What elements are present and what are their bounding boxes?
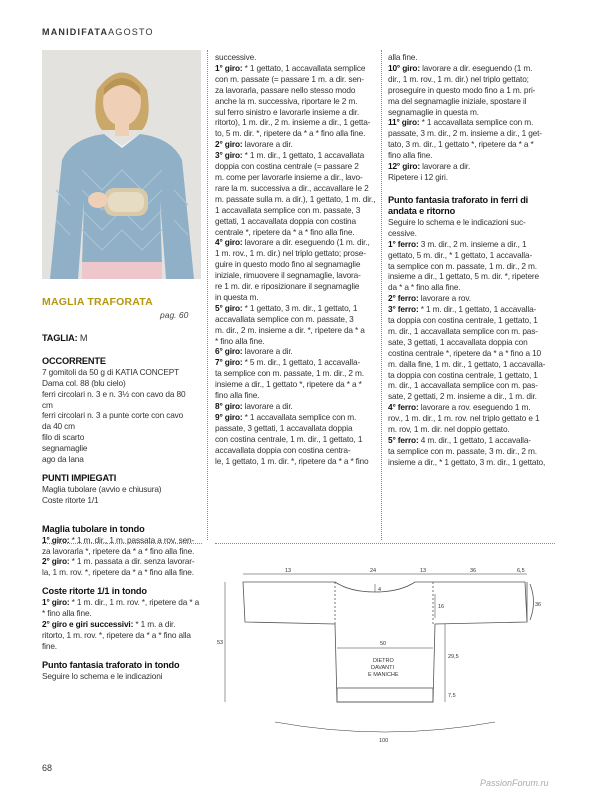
instruction-line xyxy=(388,457,553,468)
ferri-title xyxy=(388,195,553,217)
step-text: segnamaglie in questa m. xyxy=(388,106,479,117)
garment-schematic xyxy=(215,562,555,752)
instruction-line xyxy=(388,172,553,183)
instruction-line xyxy=(215,281,377,292)
page-number: 68 xyxy=(42,763,53,773)
step-text: insieme a dir., 1 gettato *, ripetere da * a * xyxy=(215,379,362,390)
step-text: la, 1 m. rov. *, ripetere da * a * fino alla fine. xyxy=(42,567,194,578)
step-label: 3° ferro: xyxy=(388,304,419,315)
step-label: 4° giro: xyxy=(215,237,243,248)
step-text: 3 m. dir., 2 m. insieme a dir., 1 xyxy=(418,238,527,249)
column-divider-1 xyxy=(207,50,208,540)
step-label: 6° giro: xyxy=(215,346,243,357)
dim-total-height: 53 xyxy=(217,640,224,646)
dim-rib-height: 7,5 xyxy=(448,693,456,699)
step-label: 5° ferro: xyxy=(388,435,419,445)
instruction-line xyxy=(215,270,377,281)
instruction-line xyxy=(388,139,553,150)
step-label: 9° giro: xyxy=(215,411,243,422)
instruction-line xyxy=(388,282,553,293)
step-text: lavorare a dir. eseguendo (1 m. dir., xyxy=(242,237,370,248)
step-text: centrale *, ripetere da * a * fino alla fine. xyxy=(215,226,355,237)
instruction-line xyxy=(388,85,553,96)
step-text: proseguire in questo modo fino a 1 m. pri- xyxy=(388,84,536,95)
model-photo xyxy=(42,50,201,279)
dim-body-height: 29,5 xyxy=(448,654,459,660)
text-line: ago da lana xyxy=(42,454,84,465)
punti-title: PUNTI IMPIEGATI xyxy=(42,472,117,483)
step-text: * 1 m. dir., 1 gettato, 1 accavallata xyxy=(242,150,365,161)
instruction-line xyxy=(215,390,377,401)
step-text: successive. xyxy=(215,52,257,62)
instruction-line xyxy=(388,128,553,139)
instruction-line xyxy=(215,96,377,107)
step-text: sate, 2 gettati, 2 m. insieme a dir., 1 m. dir. xyxy=(388,391,537,402)
schematic-label-2: DAVANTI xyxy=(371,665,395,671)
coste-title: Coste ritorte 1/1 in tondo xyxy=(42,586,147,597)
column-1-divider xyxy=(42,543,202,544)
step-text: * fino alla fine. xyxy=(42,608,92,619)
instruction-line xyxy=(215,227,377,238)
instruction-line xyxy=(388,271,553,282)
text-line: ferri circolari n. 3 a punte corte con cavo xyxy=(42,410,184,421)
text-line: cm xyxy=(42,399,53,410)
dim-top-4: 36 xyxy=(470,568,477,574)
step-text: accavallata semplice con m. passate, 3 xyxy=(215,313,354,324)
instruction-line xyxy=(215,314,377,325)
step-text: * 1 m. dir., 1 m. passata a rov. sen- xyxy=(69,534,195,545)
step-text: rov., 1 m. dir., 1 m. rov. nel triplo gettato e 1 xyxy=(388,413,540,424)
text-line: Maglia tubolare (avvio e chiusura) xyxy=(42,483,162,494)
step-text: * 1 accavallata semplice con m. xyxy=(242,411,357,422)
instruction-line xyxy=(388,326,553,337)
instruction-line xyxy=(388,52,553,63)
instruction-line xyxy=(215,205,377,216)
step-label: 1° giro: xyxy=(42,597,70,608)
instruction-line xyxy=(388,150,553,161)
instruction-line xyxy=(388,337,553,348)
dim-cuff: 36 xyxy=(535,602,542,608)
instruction-line xyxy=(215,336,377,347)
step-text: anche la m. successiva, riportare le 2 m. xyxy=(215,95,358,106)
header-issue: AGOSTO xyxy=(108,27,154,37)
step-text: iniziale, rimuovere il segnamaglie, lavora- xyxy=(215,270,361,281)
step-label: 5° giro: xyxy=(215,302,243,313)
step-text: tato, 3 m. dir., 1 gettato *, ripetere da * a * xyxy=(388,139,534,150)
instruction-line xyxy=(215,52,377,63)
step-text: doppia con costina centrale (= passare 2 xyxy=(215,161,359,172)
instruction-line xyxy=(388,413,553,424)
instruction-line xyxy=(388,380,553,391)
giri-instructions xyxy=(388,52,553,183)
column-2 xyxy=(215,52,377,466)
step-label: 8° giro: xyxy=(215,401,243,411)
step-text: ritorto, 1 m. rov. *, ripetere da * a * fino alla xyxy=(42,629,191,640)
step-text: passate, 3 m. dir., 2 m. insieme a dir., 1 get- xyxy=(388,128,542,139)
instruction-line xyxy=(42,619,204,630)
instruction-line xyxy=(215,161,377,172)
step-text: lavorare a dir. xyxy=(419,161,471,172)
page-reference: pag. 60 xyxy=(160,310,189,320)
instruction-line xyxy=(388,315,553,326)
instruction-line xyxy=(388,161,553,172)
step-text: lavorare a rov. xyxy=(418,293,471,304)
step-text: fino alla fine. xyxy=(388,150,433,161)
instruction-line xyxy=(215,183,377,194)
step-text: costina centrale *, ripetere da * a * fino a 10 xyxy=(388,347,541,358)
step-text: Seguire lo schema e le indicazioni suc- xyxy=(388,216,526,227)
instruction-line xyxy=(215,172,377,183)
instruction-line xyxy=(388,402,553,413)
step-text: gettati, 1 accavallata doppia con costina xyxy=(215,215,356,226)
step-text: ta semplice con m. passate, 3 m. dir., 2 m. xyxy=(388,445,537,456)
step-label: 3° giro: xyxy=(215,150,243,161)
dim-bottom: 100 xyxy=(379,738,389,744)
step-text: Ripetere i 12 giri. xyxy=(388,171,448,182)
woman-sweater-photo xyxy=(42,50,201,279)
instruction-line xyxy=(388,446,553,457)
step-text: m. dir., 1 accavallata semplice con m. pas- xyxy=(388,325,538,336)
dim-top-2: 24 xyxy=(370,568,377,574)
instruction-line xyxy=(388,424,553,435)
instruction-line xyxy=(215,128,377,139)
step-label: 1° giro: xyxy=(215,62,243,73)
step-text: * 1 m. passata a dir. senza lavorar- xyxy=(69,556,195,567)
instruction-line xyxy=(388,304,553,315)
step-text: * 1 m. dir., 1 gettato, 1 accavalla- xyxy=(418,304,537,315)
instruction-line xyxy=(215,456,377,467)
step-label: 2° giro e giri successivi: xyxy=(42,618,134,629)
instruction-line xyxy=(42,608,204,619)
instruction-line xyxy=(388,74,553,85)
step-label: 1° giro: xyxy=(42,534,70,545)
instruction-line xyxy=(215,150,377,161)
step-text: * 1 gettato, 1 accavallata semplice xyxy=(242,62,366,73)
instruction-line xyxy=(388,96,553,107)
step-text: sul ferro sinistro e lavorarle insieme a dir. xyxy=(215,106,360,117)
tubolare-instructions xyxy=(42,535,204,579)
step-text: alla fine. xyxy=(388,52,418,62)
instruction-line xyxy=(42,597,204,608)
ferri-title-line-1: Punto fantasia traforato in ferri di xyxy=(388,194,529,205)
step-text: za lavorarla, passare nello stesso modo xyxy=(215,84,356,95)
step-label: 11° giro: xyxy=(388,117,420,128)
instruction-line xyxy=(215,63,377,74)
watermark: PassionForum.ru xyxy=(480,778,549,788)
pattern-title: MAGLIA TRAFORATA xyxy=(42,296,153,308)
step-text: ta doppia con costina centrale, 1 gettato, 1 xyxy=(388,369,538,380)
step-text: con m. passate (= passare 1 m. a dir. sen- xyxy=(215,73,364,84)
materials-list xyxy=(42,367,204,465)
instruction-line xyxy=(215,379,377,390)
step-text: m. rov, 1 m. dir. nel doppio gettato. xyxy=(388,424,510,435)
occorrente-title: OCCORRENTE xyxy=(42,355,106,366)
step-text: * 1 accavallata semplice con m. xyxy=(419,117,534,128)
step-text: to, 5 m. dir. *, ripetere da * a * fino alla fine. xyxy=(215,128,366,139)
step-text: * 5 m. dir., 1 gettato, 1 accavalla- xyxy=(242,357,361,368)
instruction-line xyxy=(215,303,377,314)
instruction-line xyxy=(215,259,377,270)
dim-top-3: 13 xyxy=(420,568,427,574)
step-text: sate, 3 gettati, 1 accavallata doppia con xyxy=(388,336,528,347)
step-label: 10° giro: xyxy=(388,62,420,73)
step-text: m. passate sulla m. a dir.), 1 gettato, 1 m. dir., xyxy=(215,193,376,204)
instruction-line xyxy=(215,423,377,434)
step-text: fine. xyxy=(42,640,57,651)
instruction-line xyxy=(388,117,553,128)
step-text: m. dalla fine, 1 m. dir., 1 gettato, 1 accavalla- xyxy=(388,358,546,369)
instruction-line xyxy=(42,556,204,567)
step-text: passate, 3 gettati, 1 accavallata doppia xyxy=(215,422,353,433)
header-brand: MANIDIFATA xyxy=(42,27,109,37)
step-text: 1 m. rov., 1 m. dir.) nel triplo gettato; prose- xyxy=(215,248,366,259)
dim-width: 50 xyxy=(380,641,387,647)
step-text: da * a * fino alla fine. xyxy=(388,282,461,293)
instruction-line xyxy=(215,216,377,227)
step-text: * 1 gettato, 3 m. dir., 1 gettato, 1 xyxy=(242,302,358,313)
instruction-line xyxy=(215,248,377,259)
step-text: m. dir., 2 m. insieme a dir. *, ripetere da * a xyxy=(215,324,365,335)
instruction-line xyxy=(215,445,377,456)
instruction-line xyxy=(388,107,553,118)
schematic-label-3: E MANICHE xyxy=(368,672,399,678)
step-text: lavorare a dir. xyxy=(242,139,293,150)
instruction-line xyxy=(388,293,553,304)
instruction-line xyxy=(388,228,553,239)
diagram-divider xyxy=(215,543,555,544)
traforato-tondo-title: Punto fantasia traforato in tondo xyxy=(42,659,180,670)
instruction-line xyxy=(388,217,553,228)
step-text: insieme a dir., 1 gettato, 5 m. dir. *, ripetere xyxy=(388,271,539,282)
instruction-line xyxy=(388,348,553,359)
instruction-line xyxy=(215,237,377,248)
instruction-line xyxy=(215,368,377,379)
step-text: za lavorarla *, ripetere da * a * fino alla fine. xyxy=(42,545,195,556)
step-text: dir., 1 m. rov., 1 m. dir.) nel triplo gettato; xyxy=(388,73,529,84)
step-text: ta semplice con m. passate, 1 m. dir., 2 m. xyxy=(388,260,537,271)
instruction-line xyxy=(388,239,553,250)
step-text: lavorare a rov. eseguendo 1 m. xyxy=(418,402,531,413)
step-text: in questa m. xyxy=(215,291,259,302)
step-text: cessive. xyxy=(388,227,417,238)
instruction-line xyxy=(215,107,377,118)
schematic-rib xyxy=(337,688,433,702)
step-text: * fino alla fine. xyxy=(215,335,265,346)
step-text: insieme a dir., * 1 gettato, 3 m. dir., 1 gettato, xyxy=(388,456,546,467)
tubolare-title: Maglia tubolare in tondo xyxy=(42,523,145,534)
step-text: accavallata doppia con costina centra- xyxy=(215,444,351,455)
column-1 xyxy=(42,333,204,681)
text-line: Coste ritorte 1/1 xyxy=(42,494,99,505)
step-text: lavorare a dir. xyxy=(242,346,293,357)
step-text: ritorto), 1 m. dir., 2 m. insieme a dir., 1 getta- xyxy=(215,117,371,128)
step-text: 4 m. dir., 1 gettato, 1 accavalla- xyxy=(418,435,531,445)
step-text: fino alla fine. xyxy=(215,390,260,401)
text-line: segnamaglie xyxy=(42,443,88,454)
instruction-line xyxy=(388,391,553,402)
dim-sleeve-height: 16 xyxy=(438,604,445,610)
instruction-line xyxy=(215,74,377,85)
instruction-line xyxy=(215,194,377,205)
step-label: 1° ferro: xyxy=(388,238,419,249)
column-divider-2 xyxy=(381,50,382,540)
instruction-line xyxy=(215,85,377,96)
step-text: con costina centrale, 1 m. dir., 1 gettato, 1 xyxy=(215,433,363,444)
coste-instructions xyxy=(42,597,204,652)
dim-neck: 4 xyxy=(378,587,382,593)
instruction-line xyxy=(215,325,377,336)
step-label: 2° ferro: xyxy=(388,293,419,304)
text-line: Seguire lo schema e le indicazioni xyxy=(42,670,163,681)
instruction-line xyxy=(215,292,377,303)
step-label: 7° giro: xyxy=(215,357,243,368)
text-line: da 40 cm xyxy=(42,421,75,432)
text-line: 7 gomitoli da 50 g di KATIA CONCEPT xyxy=(42,366,180,377)
text-line: filo di scarto xyxy=(42,432,85,443)
instruction-line xyxy=(215,401,377,412)
instruction-line xyxy=(388,359,553,370)
instruction-line xyxy=(388,261,553,272)
size-value: M xyxy=(77,333,88,343)
instruction-line xyxy=(215,139,377,150)
instruction-line xyxy=(388,370,553,381)
step-text: re 1 m. dir. e riposizionare il segnamaglie xyxy=(215,281,360,292)
ferri-instructions xyxy=(388,217,553,468)
step-text: lavorare a dir. eseguendo (1 m. xyxy=(419,62,533,73)
instruction-line xyxy=(42,567,204,578)
step-label: 2° giro: xyxy=(215,139,243,150)
step-text: lavorare a dir. xyxy=(242,401,293,411)
step-text: gettato, 5 m. dir., * 1 gettato, 1 accavalla- xyxy=(388,249,533,260)
step-text: m. come per lavorarle insieme a dir., lavo- xyxy=(215,171,363,182)
instruction-line xyxy=(388,250,553,261)
text-line: Dama col. 88 (blu cielo) xyxy=(42,377,126,388)
step-label: 2° giro: xyxy=(42,556,70,567)
instruction-line xyxy=(42,641,204,652)
dim-top-1: 13 xyxy=(285,568,292,574)
instruction-line xyxy=(215,412,377,423)
instruction-line xyxy=(215,434,377,445)
text-line: ferri circolari n. 3 e n. 3½ con cavo da 80 xyxy=(42,388,186,399)
step-text: ta doppia con costina centrale, 1 gettato, 1 xyxy=(388,315,538,326)
step-text: ta semplice con m. passate, 1 m. dir., 2 m. xyxy=(215,368,364,379)
step-text: ma del segnamaglie iniziale, spostare il xyxy=(388,95,527,106)
column-3 xyxy=(388,52,553,468)
instruction-line xyxy=(215,346,377,357)
step-text: * 1 m. dir., 1 m. rov. *, ripetere da * a xyxy=(69,597,200,608)
instruction-line xyxy=(215,117,377,128)
step-text: le, 1 gettato, 1 m. dir. *, ripetere da * a * fino xyxy=(215,455,369,466)
traforato-tondo-instructions xyxy=(42,671,204,682)
schematic-label-1: DIETRO xyxy=(373,658,394,664)
instruction-line xyxy=(42,630,204,641)
stitches-list xyxy=(42,484,204,506)
step-text: rare la m. successiva a dir., accavallare le 2 xyxy=(215,182,369,193)
ferri-title-line-2: andata e ritorno xyxy=(388,205,456,216)
step-text: m. dir., 1 accavallata semplice con m. pas- xyxy=(388,380,538,391)
instruction-line xyxy=(388,435,553,446)
step-text: 1 accavallata semplice con m. passate, 3 xyxy=(215,204,361,215)
step-text: guire in questo modo fino al segnamaglie xyxy=(215,259,361,270)
instruction-line xyxy=(42,546,204,557)
step-text: * 1 m. a dir. xyxy=(133,618,176,629)
step-label: 4° ferro: xyxy=(388,402,419,413)
running-header xyxy=(42,27,154,37)
instruction-line xyxy=(388,63,553,74)
step-label: 12° giro: xyxy=(388,161,420,172)
size-label: TAGLIA: xyxy=(42,333,78,343)
dim-top-5: 6,5 xyxy=(517,568,525,574)
instruction-line xyxy=(215,357,377,368)
